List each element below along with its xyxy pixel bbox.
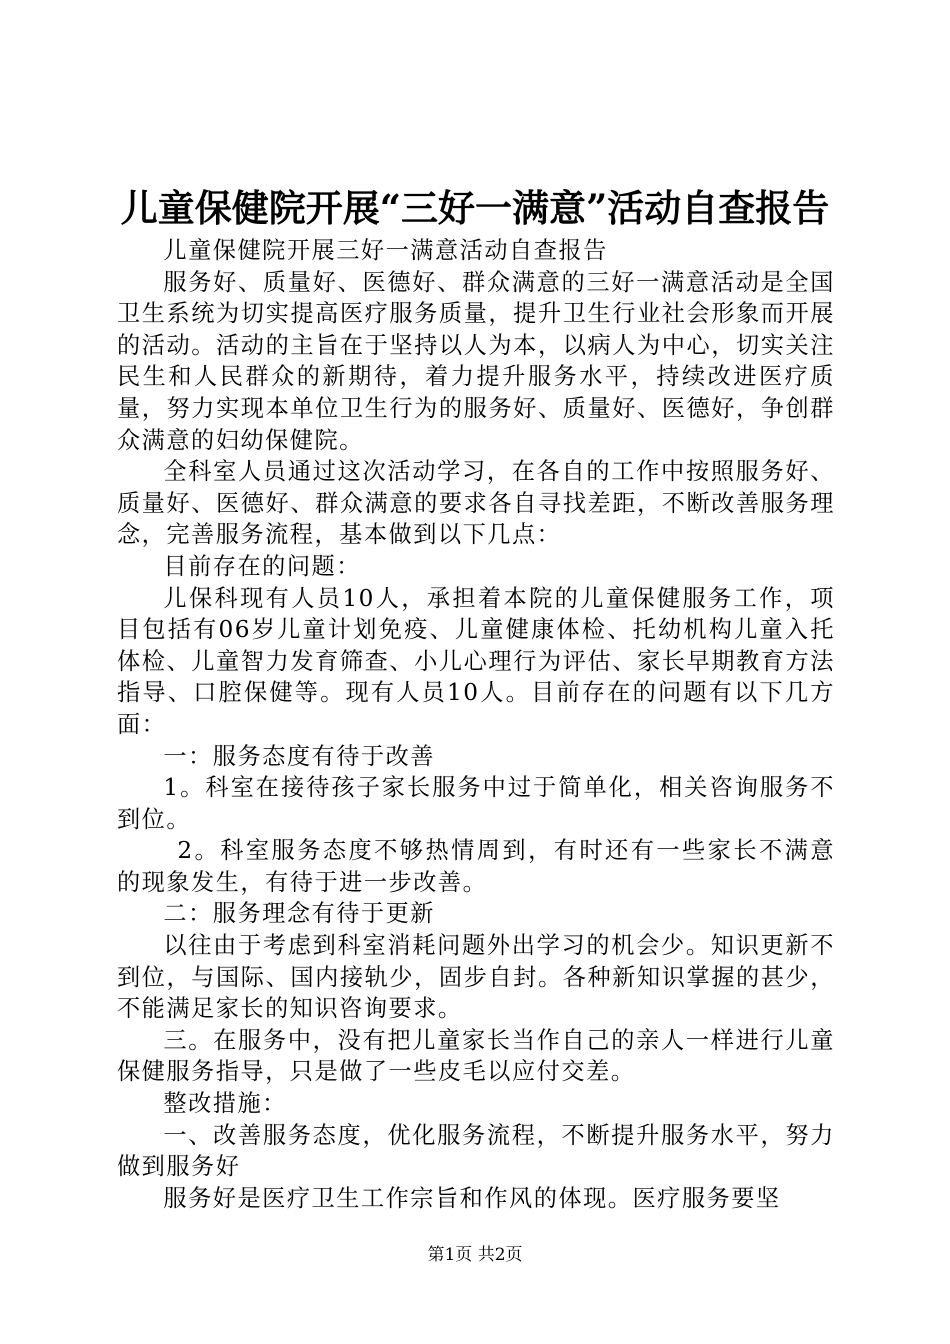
paragraph-study: 全科室人员通过这次活动学习，在各自的工作中按照服务好、质量好、医德好、群众满意的要求各自寻找差距，不断改善服务理念，完善服务流程，基本做到以下几点： [117,458,835,549]
heading-measure-one: 一、改善服务态度，优化服务流程，不断提升服务水平，努力做到服务好 [117,1121,835,1181]
paragraph-problem-one-item-1: 1。科室在接待孩子家长服务中过于简单化，相关咨询服务不到位。 [117,774,835,833]
paragraph-department-overview: 儿保科现有人员10人，承担着本院的儿童保健服务工作，项目包括有06岁儿童计划免疫、儿童健康体检、托幼机构儿童入托体检、儿童智力发育筛查、小儿心理行为评估、家长早期教育方法指导、口腔保健等。现有人员10人。目前存在的问题有以下几方面： [117,584,835,738]
paragraph-intro: 服务好、质量好、医德好、群众满意的三好一满意活动是全国卫生系统为切实提高医疗服务质量，提升卫生行业社会形象而开展的活动。活动的主旨在于坚持以人为本，以病人为中心，切实关注民生和人民群众的新期待，着力提升服务水平，持续改进医疗质量，努力实现本单位卫生行为的服务好、质量好、医德好，争创群众满意的妇幼保健院。 [117,268,835,454]
heading-current-problems: 目前存在的问题： [163,552,361,580]
heading-problem-two: 二：服务理念有待于更新 [163,900,435,928]
document-body [117,235,835,1214]
heading-problem-one: 一：服务态度有待于改善 [163,742,435,770]
heading-corrective-measures: 整改措施： [163,1090,287,1118]
paragraph-subtitle: 儿童保健院开展三好一满意活动自查报告 [163,237,608,264]
paragraph-measure-one: 服务好是医疗卫生工作宗旨和作风的体现。医疗服务要坚 [163,1184,781,1212]
paragraph-problem-one-item-2: 2。科室服务态度不够热情周到，有时还有一些家长不满意的现象发生，有待于进一步改善。 [117,837,835,896]
page-number-footer: 第1页 共2页 [427,1245,523,1265]
paragraph-problem-three: 三。在服务中，没有把儿童家长当作自己的亲人一样进行儿童保健服务指导，只是做了一些皮毛以应付交差。 [117,1026,835,1086]
document-title: 儿童保健院开展“三好一满意”活动自查报告 [120,186,830,230]
paragraph-problem-two: 以往由于考虑到科室消耗问题外出学习的机会少。知识更新不到位，与国际、国内接轨少，固步自封。各种新知识掌握的甚少，不能满足家长的知识咨询要求。 [117,932,835,1023]
